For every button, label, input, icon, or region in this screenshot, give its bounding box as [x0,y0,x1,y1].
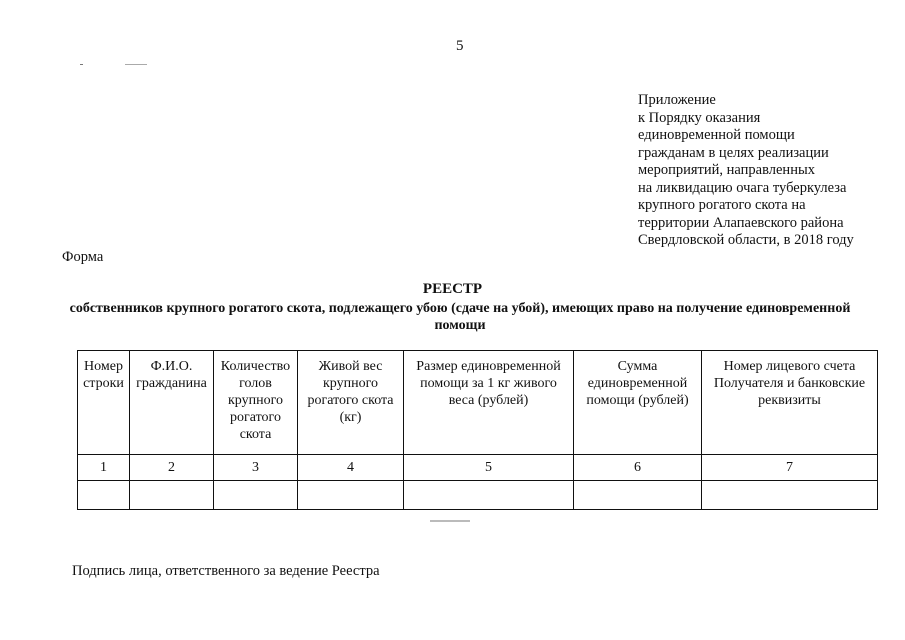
empty-cell [130,481,214,510]
page-number: 5 [456,38,464,54]
column-number-row [78,455,878,481]
column-number: 4 [298,455,404,481]
appendix-line: к Порядку оказания [638,109,761,126]
column-header-account-details: Номер лицевого счета Получателя и банковские реквизиты [702,351,878,455]
column-number: 1 [78,455,130,481]
scan-speck [80,64,83,65]
appendix-line: гражданам в целях реализации [638,144,829,161]
appendix-line: на ликвидацию очага туберкулеза [638,179,847,196]
column-header-aid-per-kg: Размер единовременной помощи за 1 кг живого веса (рублей) [404,351,574,455]
column-header-row-number: Номер строки [78,351,130,455]
registry-table [77,350,878,510]
column-number: 6 [574,455,702,481]
appendix-line: единовременной помощи [638,127,795,143]
scan-speck [430,520,470,522]
appendix-line: территории Алапаевского района [638,214,844,231]
column-header-head-count: Количество голов крупного рогатого скота [214,351,298,455]
scan-speck [125,64,147,65]
empty-cell [214,481,298,510]
empty-cell [702,481,878,510]
column-number: 3 [214,455,298,481]
empty-cell [404,481,574,510]
signature-label: Подпись лица, ответственного за ведение Реестра [72,563,380,579]
column-header-live-weight: Живой вес крупного рогатого скота (кг) [298,351,404,455]
empty-cell [574,481,702,510]
column-number: 7 [702,455,878,481]
empty-cell [78,481,130,510]
document-title: РЕЕСТР [422,281,483,297]
appendix-line: крупного рогатого скота на [638,197,806,213]
document-subtitle: собственников крупного рогатого скота, подлежащего убою (сдаче на убой), имеющих право на получение единовременной помощи [69,301,851,333]
column-header-full-name: Ф.И.О. гражданина [130,351,214,455]
column-header-aid-sum: Сумма единовременной помощи (рублей) [574,351,702,455]
appendix-line: Приложение [638,92,716,108]
appendix-block [638,92,888,250]
empty-data-row [78,481,878,510]
appendix-line: мероприятий, направленных [638,162,815,178]
column-number: 5 [404,455,574,481]
empty-cell [298,481,404,510]
form-label: Форма [62,249,104,265]
appendix-line: Свердловской области, в 2018 году [638,232,854,248]
column-number: 2 [130,455,214,481]
table-header-row [78,351,878,455]
